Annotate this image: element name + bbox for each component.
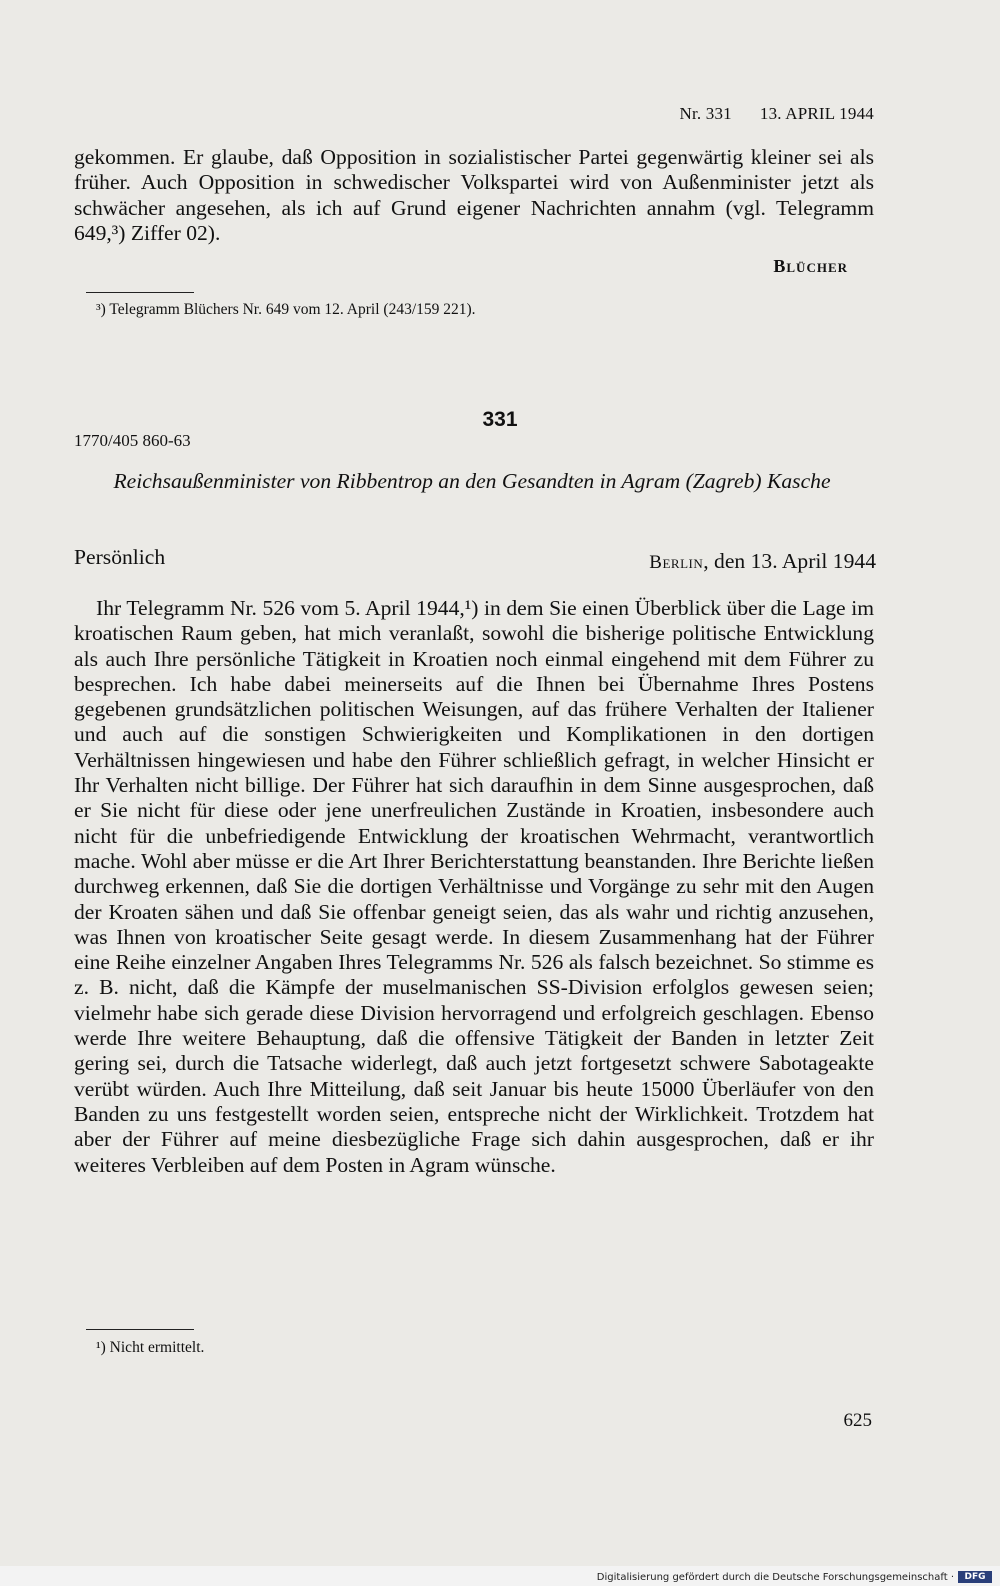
- place-name: Berlin: [649, 552, 704, 573]
- letter-body: [74, 596, 874, 1178]
- running-header: [651, 104, 874, 124]
- previous-paragraph: gekommen. Er glaube, daß Opposition in sozialistischer Partei gegenwärtig kleiner sei als früher. Auch Opposition in schwedischer Volkspartei wird von Außenminister jetzt als schwächer angesehen, als ich auf Grund eigener Nachrichten annahm (vgl. Telegramm 649,³) Ziffer 02).: [74, 145, 874, 245]
- digitization-credit: Digitalisierung gefördert durch die Deutsche Forschungsgemeinschaft ·: [596, 1572, 954, 1583]
- page-number: 625: [843, 1410, 872, 1431]
- header-date: 13. APRIL 1944: [759, 104, 874, 123]
- signature: Blücher: [773, 256, 848, 276]
- footnote-rule-2: [86, 1329, 194, 1330]
- footnote-1: ¹) Nicht ermittelt.: [96, 1339, 205, 1356]
- header-doc-number: Nr. 331: [679, 104, 732, 123]
- footnote-rule: [86, 292, 194, 293]
- body-paragraph: Ihr Telegramm Nr. 526 vom 5. April 1944,¹) in dem Sie einen Überblick über die Lage im kroatischen Raum geben, hat mich veranlaßt, sowohl die bisherige politische Entwicklung als auch Ihre persönliche Tätigkeit in Kroatien noch einmal eingehend mit dem Führer zu besprechen. Ich habe dabei meinerseits auf die Ihnen bei Übernahme Ihres Postens gegebenen grundsätzlichen politischen Weisungen, auf das frühere Verhalten der Italiener und auch auf die sonstigen Schwierigkeiten und Komplikationen in den dortigen Verhältnissen hingewiesen und habe den Führer schließlich gefragt, in welcher Hinsicht er Ihr Verhalten nicht billige. Der Führer hat sich daraufhin in dem Sinne ausgesprochen, daß er Sie nicht für diese oder jene unerfreulichen Zustände in Kroatien, insbesondere auch nicht für die unbefriedigende Entwicklung der kroatischen Wehrmacht, verantwortlich mache. Wohl aber müsse er die Art Ihrer Berichterstattung beanstanden. Ihre Berichte ließen durchweg erkennen, daß Sie die dortigen Verhältnisse und Vorgänge zu sehr mit den Augen der Kroaten sähen und daß Sie offenbar geneigt seien, das als wahr und richtig anzusehen, was Ihnen von kroatischer Seite gesagt werde. In diesem Zusammenhang hat der Führer eine Reihe einzelner Angaben Ihres Telegramms Nr. 526 als falsch bezeichnet. So stimme es z. B. nicht, daß die Kämpfe der muselmanischen SS-Division erfolglos gewesen seien; vielmehr habe sich gerade diese Division hervorragend und erfolgreich geschlagen. Ebenso werde Ihre weitere Behauptung, daß die offensive Tätigkeit der Banden in letzter Zeit gering sei, durch die Tatsache widerlegt, daß auch jetzt fortgesetzt schwere Sabotageakte verübt würden. Auch Ihre Mitteilung, daß seit Januar bis heute 15000 Überläufer von den Banden zu uns festgestellt worden seien, entspreche nicht der Wirklichkeit. Trotzdem hat aber der Führer auf meine diesbezügliche Frage sich dahin ausgesprochen, daß er ihr weiteres Verbleiben auf dem Posten in Agram wünsche.: [74, 596, 874, 1177]
- document-number: 331: [482, 408, 518, 431]
- previous-document-text: [74, 145, 874, 246]
- dfg-logo: DFG: [958, 1571, 992, 1583]
- footnote-3: ³) Telegramm Blüchers Nr. 649 vom 12. April (243/159 221).: [96, 301, 476, 318]
- personal-note: Persönlich: [74, 545, 166, 569]
- file-reference: 1770/405 860-63: [74, 431, 191, 450]
- letter-date: , den 13. April 1944: [703, 549, 876, 573]
- document-title: Reichsaußenminister von Ribbentrop an den Gesandten in Agram (Zagreb) Kasche: [113, 469, 831, 493]
- place-date: [649, 549, 876, 574]
